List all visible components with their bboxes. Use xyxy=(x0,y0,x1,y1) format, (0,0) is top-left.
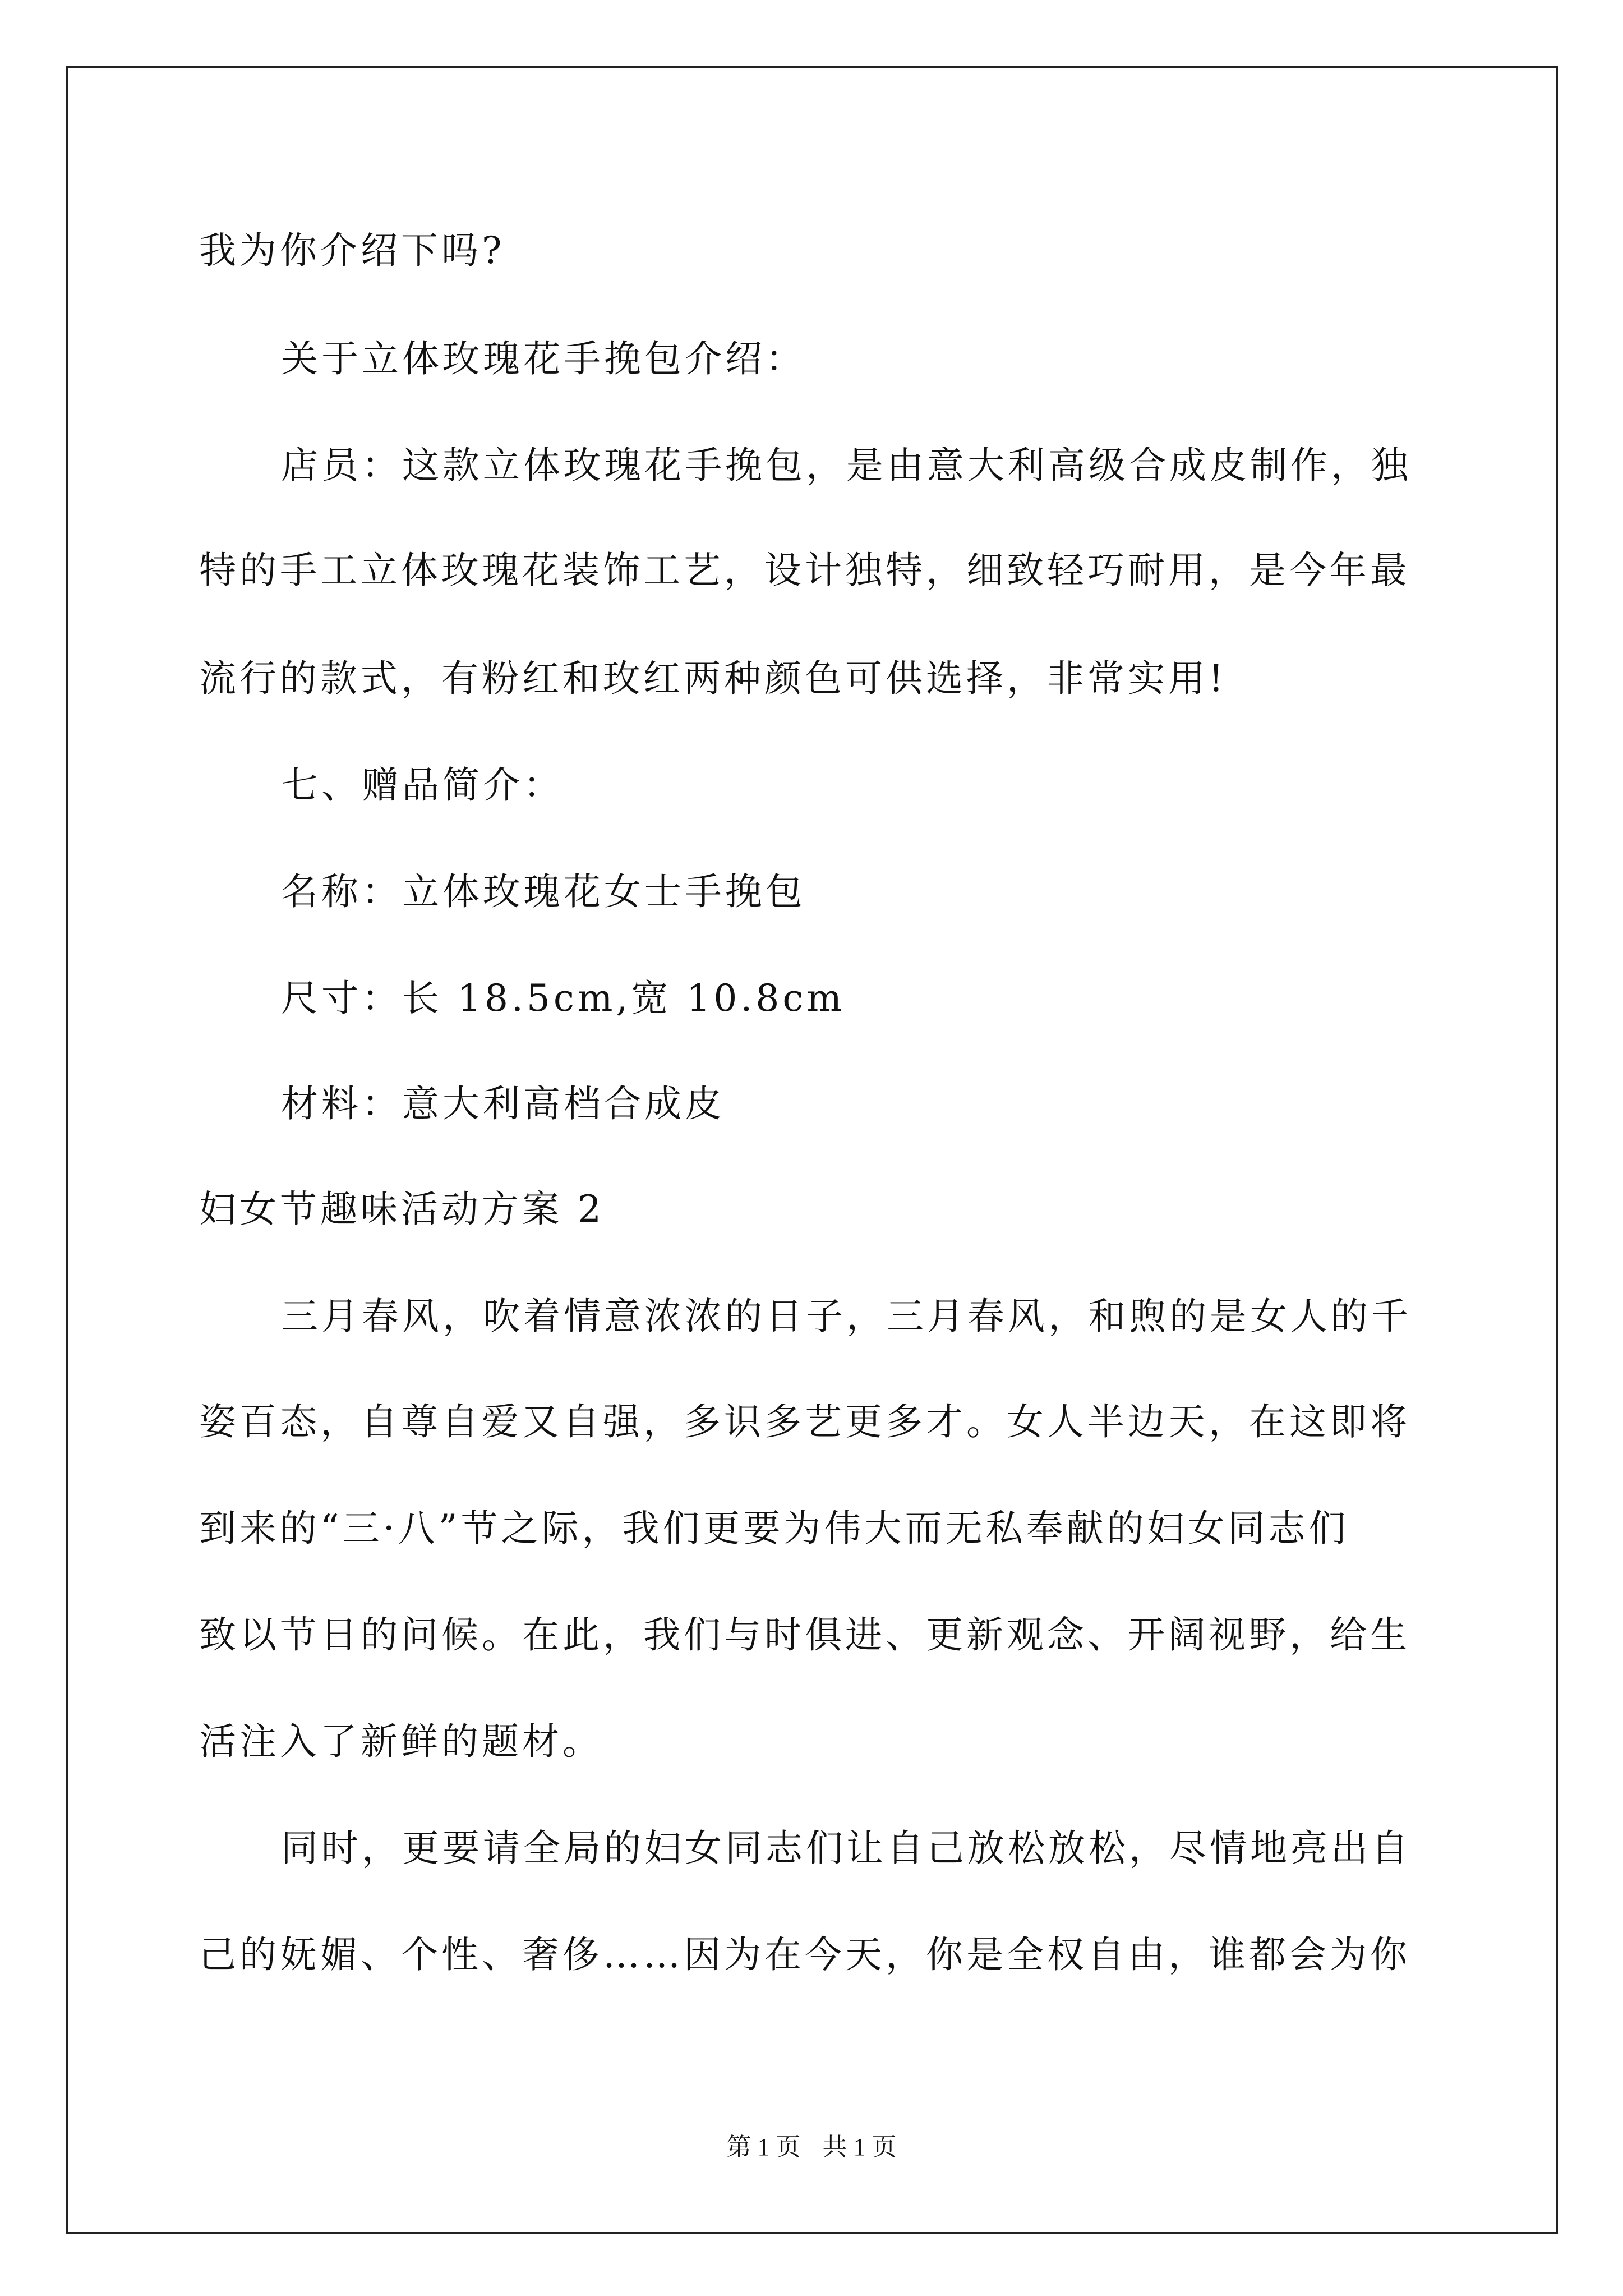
text-line: 我为你介绍下吗? xyxy=(199,229,505,272)
page-number: 第 1 页 xyxy=(726,2133,801,2161)
page-total: 共 1 页 xyxy=(822,2133,897,2161)
text-line: 姿百态，自尊自爱又自强，多识多艺更多才。女人半边天，在这即将 xyxy=(199,1400,1410,1443)
text-line: 店员：这款立体玫瑰花手挽包，是由意大利高级合成皮制作，独 xyxy=(281,444,1412,487)
text-line: 尺寸：长 18.5cm,宽 10.8cm xyxy=(281,977,845,1020)
page-border xyxy=(66,66,1558,2234)
text-line: 关于立体玫瑰花手挽包介绍： xyxy=(281,337,806,380)
text-line: 名称：立体玫瑰花女士手挽包 xyxy=(281,870,806,913)
text-line: 到来的“三·八”节之际，我们更要为伟大而无私奉献的妇女同志们 xyxy=(199,1507,1349,1550)
text-line: 活注入了新鲜的题材。 xyxy=(199,1720,603,1763)
text-line: 特的手工立体玫瑰花装饰工艺，设计独特，细致轻巧耐用，是今年最 xyxy=(199,549,1410,592)
text-line: 致以节日的问候。在此，我们与时俱进、更新观念、开阔视野，给生 xyxy=(199,1613,1410,1657)
text-line: 流行的款式，有粉红和玫红两种颜色可供选择，非常实用! xyxy=(199,657,1227,700)
page-footer xyxy=(0,2132,1623,2163)
section-heading: 妇女节趣味活动方案 2 xyxy=(199,1188,605,1231)
text-line: 同时，更要请全局的妇女同志们让自己放松放松，尽情地亮出自 xyxy=(281,1826,1412,1870)
text-line: 己的妩媚、个性、奢侈……因为在今天，你是全权自由，谁都会为你 xyxy=(199,1933,1410,1976)
text-line: 七、赠品简介： xyxy=(281,763,564,807)
text-line: 材料：意大利高档合成皮 xyxy=(281,1082,725,1125)
text-line: 三月春风，吹着情意浓浓的日子，三月春风，和煦的是女人的千 xyxy=(281,1295,1412,1338)
